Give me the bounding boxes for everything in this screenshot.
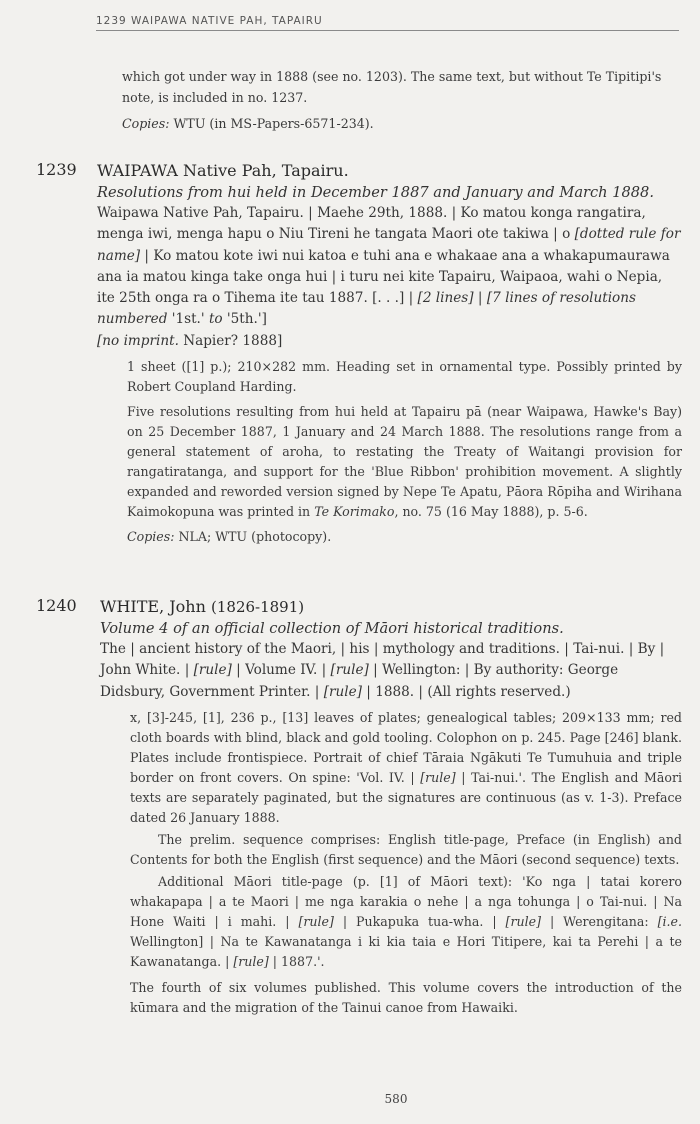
transcription-editorial: [dotted rule for name] <box>97 226 681 264</box>
note-text: Additional Māori title-page (p. [1] of Māori text): 'Ko nga | tatai korero whakapapa | a te Maori | me nga karakia o nehe | a nga tohunga | o Tai-nui. | Na Hone Waiti | i mahi. | <box>130 873 682 929</box>
running-head: 1239 WAIPAWA NATIVE PAH, TAPAIRU <box>96 15 679 31</box>
note-rule: [rule] <box>505 913 541 929</box>
transcription-rule: [rule] <box>330 662 369 679</box>
entry-1239 <box>97 160 682 552</box>
note-text: Five resolutions resulting from hui held at Tapairu pā (near Waipawa, Hawke's Bay) on 25 December 1887, 1 January and 24 March 1888. The resolutions range from a general statement of aroha, to restating the Treaty of Waitangi provision for rangatiratanga, and support for the 'Blue Ribbon' prohibition movement. A slightly expanded and reworded version signed by Nepe Te Apatu, Pāora Rōpiha and Wirihana Kaimokopuna was printed in <box>127 404 682 520</box>
note-rule: [rule] <box>420 769 456 785</box>
physical-description: 1 sheet ([1] p.); 210×282 mm. Heading set in ornamental type. Possibly printed by Robert Coupland Harding. <box>127 359 682 395</box>
entry-copies <box>127 527 682 547</box>
entry-number-1239: 1239 <box>36 160 77 179</box>
transcription-rule: [rule] <box>193 662 232 679</box>
summary-note: The fourth of six volumes published. This volume covers the introduction of the kūmara and the migration of the Tainui canoe from Hawaiki. <box>130 979 682 1015</box>
entry-title: Volume 4 of an official collection of Māori historical traditions. <box>100 620 564 637</box>
transcription-rule: [rule] <box>323 683 362 700</box>
title-transcription <box>97 203 682 331</box>
copies-label: Copies: <box>122 116 170 131</box>
heading-suffix: . <box>343 161 349 180</box>
note-rule: [rule] <box>298 913 334 929</box>
continuation-block <box>122 66 682 139</box>
page-number: 580 <box>384 1092 408 1106</box>
entry-notes <box>127 357 682 547</box>
transcription-part: | 1888. | (All rights reserved.) <box>361 683 571 700</box>
continuation-text: which got under way in 1888 (see no. 1203). The same text, but without Te Tipitipi's note, is included in no. 1237. <box>122 69 662 105</box>
heading-dates: (1826-1891) <box>211 598 305 616</box>
transcription-part: | Volume IV. | <box>231 662 331 679</box>
note-text: | Tai-nui.'. The English and Māori texts are separately paginated, but the signatures are continuous (as v. 1-3). Preface dated 26 January 1888. <box>130 769 683 825</box>
transcription-part: | Wellington: | By authority: George Didsbury, Government Printer. | <box>100 662 619 700</box>
entry-title: Resolutions from hui held in December 1887 and January and March 1888. <box>97 184 654 201</box>
transcription-part: | <box>473 290 487 307</box>
maori-title-note <box>130 872 682 972</box>
title-transcription <box>100 639 682 703</box>
transcription-editorial: [7 lines of resolutions numbered <box>97 290 636 328</box>
note-rule: [rule] <box>233 953 269 969</box>
content-note <box>127 402 682 522</box>
transcription-part: '1st.' <box>167 311 209 328</box>
note-editorial: [i.e. <box>657 913 682 929</box>
transcription-part: '5th.'] <box>222 311 267 328</box>
imprint <box>97 331 682 352</box>
copies-text: NLA; WTU (photocopy). <box>174 529 332 545</box>
entry-notes <box>130 708 682 1018</box>
imprint-editorial: [no imprint. <box>97 332 179 349</box>
note-text: x, [3]-245, [1], 236 p., [13] leaves of plates; genealogical tables; 209×133 mm; red cloth boards with blind, black and gold tooling. Colophon on p. 245. Page [246] blank. Plates include frontispiece. Portrait of chief Tāraia Ngākuti Te Tumuhuia and triple border on front covers. On spine: 'Vol. IV. | <box>130 709 682 785</box>
note-text: , no. 75 (16 May 1888), p. 5-6. <box>394 504 588 520</box>
note-text: | Werengitana: <box>541 913 658 929</box>
entry-1240 <box>100 596 682 1023</box>
entry-heading <box>100 596 682 618</box>
note-text: | 1887.'. <box>268 953 325 969</box>
transcription-part: The | ancient history of the Maori, | his | mythology and traditions. | Tai-nui. | By | John White. | <box>100 641 665 679</box>
note-text: | Pukapuka tua-wha. | <box>333 913 506 929</box>
heading-text: WHITE, John <box>100 597 206 616</box>
copies-label: Copies: <box>127 529 175 545</box>
continuation-copies <box>122 113 682 134</box>
imprint-text: Napier? 1888] <box>178 332 283 349</box>
copies-text: WTU (in MS-Papers-6571-234). <box>169 116 374 131</box>
prelim-note: The prelim. sequence comprises: English title-page, Preface (in English) and Contents for both the English (first sequence) and the Māori (second sequence) texts. <box>130 831 682 867</box>
transcription-part: Waipawa Native Pah, Tapairu. | Maehe 29th, 1888. | Ko matou konga rangatira, menga iwi, menga hapu o Niu Tireni he tangata Maori ote takiwa | o <box>97 205 646 243</box>
transcription-editorial: [2 lines] <box>417 290 474 307</box>
entry-heading <box>97 160 682 182</box>
transcription-editorial: to <box>208 311 223 328</box>
note-text: Wellington] | Na te Kawanatanga i ki kia taia e Hori Titipere, kai ta Perehi | a te Kawanatanga. | <box>130 933 682 969</box>
heading-text: WAIPAWA Native Pah, Tapairu <box>97 161 344 180</box>
physical-description <box>130 708 682 828</box>
note-title: Te Korimako <box>314 504 395 520</box>
entry-number-1240: 1240 <box>36 596 77 615</box>
transcription-part: | Ko matou kote iwi nui katoa e tuhi ana e whakaae ana a whakapumaurawa ana ia matou kinga take onga hui | i turu nei kite Tapairu, Waipaoa, wahi o Nepia, ite 25th onga ra o Tihema ite tau 1887. [. . .] | <box>97 247 670 307</box>
